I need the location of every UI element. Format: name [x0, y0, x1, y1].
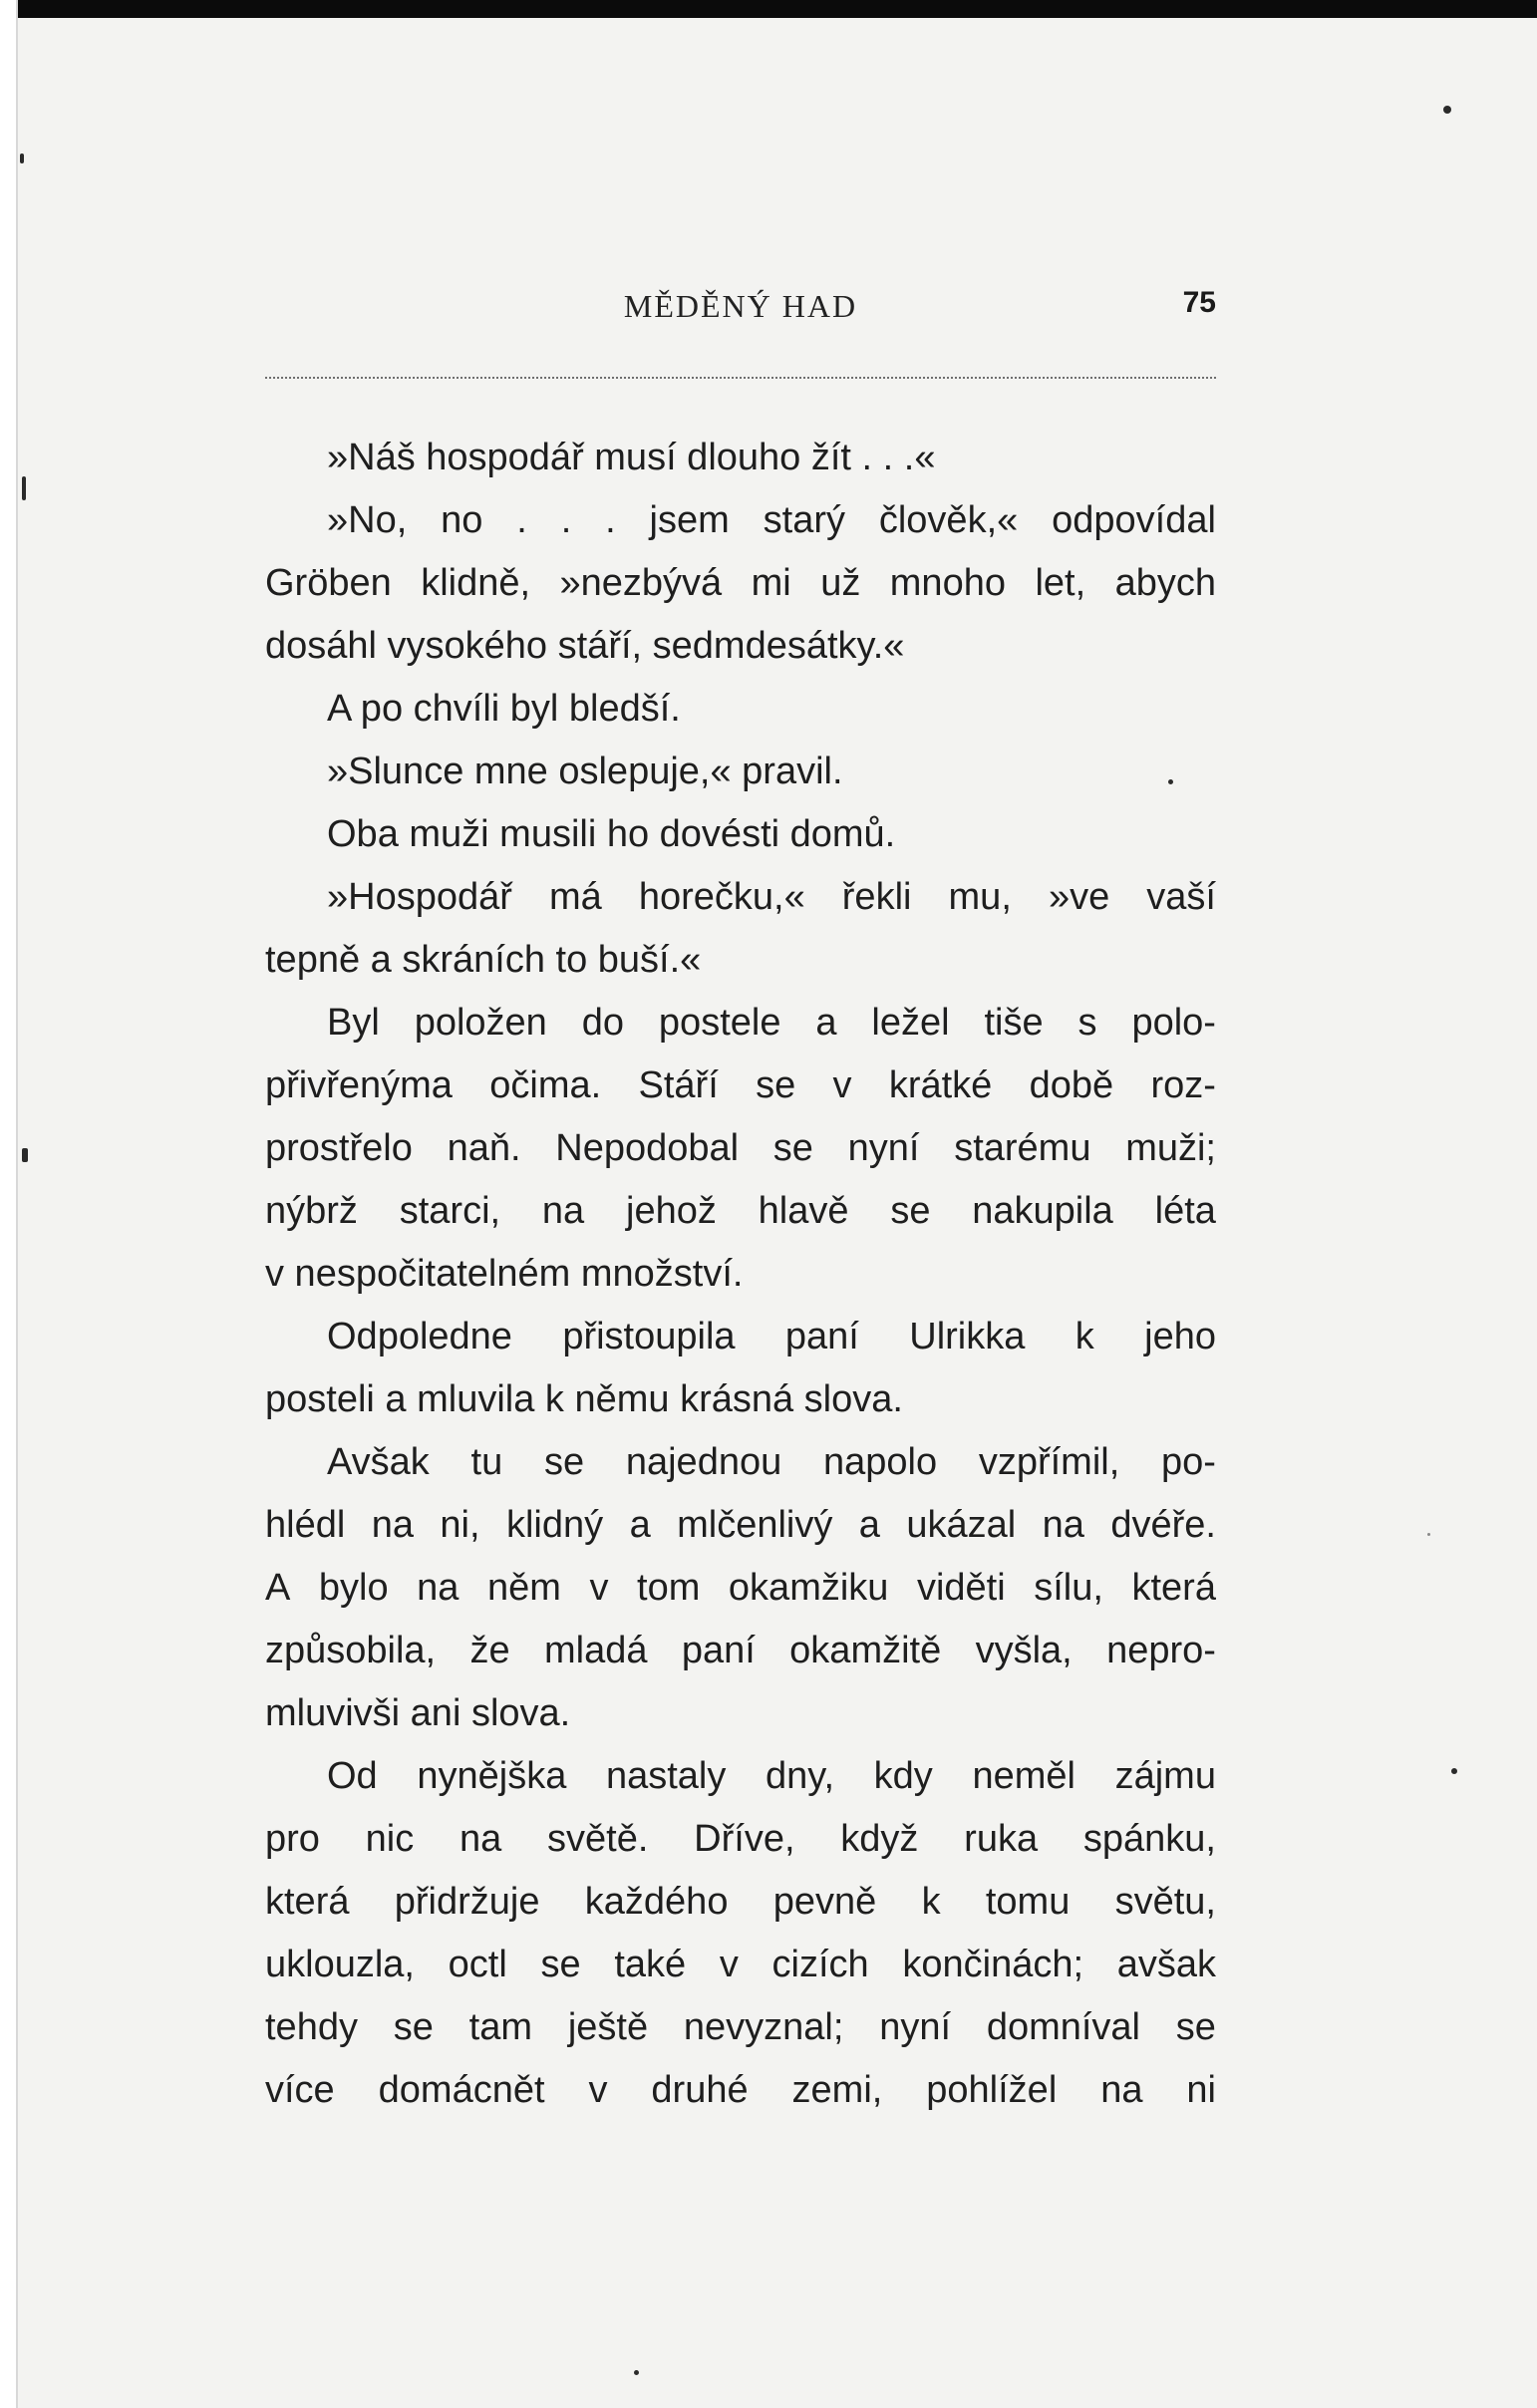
word: více [265, 2069, 335, 2111]
word: okamžiku [728, 1567, 889, 1609]
word: také [614, 1944, 687, 1985]
word: po- [1161, 1441, 1216, 1483]
text-line [265, 1745, 1216, 1808]
text-line [265, 2059, 1216, 2122]
body-text [265, 427, 1216, 2122]
text-line [265, 1117, 1216, 1180]
word: »No, [327, 499, 408, 541]
word: něm [487, 1567, 561, 1609]
scan-speck [634, 2370, 639, 2375]
word: krátké [888, 1064, 993, 1106]
word: horečku,« [638, 876, 805, 918]
text-line [265, 1306, 1216, 1368]
text-line [265, 1054, 1216, 1117]
word: . [605, 499, 616, 541]
word: jehož [626, 1190, 717, 1232]
scan-speck [22, 476, 26, 500]
word: no [441, 499, 483, 541]
word: nakupila [972, 1190, 1113, 1232]
word: domácnět [378, 2069, 545, 2111]
word: vaší [1146, 876, 1216, 918]
word: vyšla, [975, 1630, 1073, 1671]
word: Byl [327, 1002, 380, 1044]
word: domníval [986, 2006, 1141, 2048]
word: na [1042, 1504, 1084, 1546]
word: abych [1114, 562, 1216, 604]
text-line [265, 992, 1216, 1054]
word: tehdy [265, 2006, 358, 2048]
word: paní [784, 1316, 859, 1357]
word: prostřelo [265, 1127, 413, 1169]
word: polo- [1131, 1002, 1216, 1044]
word: nastaly [605, 1755, 727, 1797]
word: zemi, [791, 2069, 883, 2111]
word: na [417, 1567, 460, 1609]
word: sílu, [1034, 1567, 1103, 1609]
word: paní [681, 1630, 756, 1671]
word: se [393, 2006, 434, 2048]
page-number: 75 [1182, 286, 1216, 319]
word: přistoupila [562, 1316, 736, 1357]
word: let, [1035, 562, 1086, 604]
word: mi [751, 562, 791, 604]
word: hlavě [758, 1190, 849, 1232]
text-line: posteli a mluvila k němu krásná slova. [265, 1378, 903, 1420]
word: se [1175, 2006, 1216, 2048]
word: se [540, 1944, 581, 1985]
word: neměl [972, 1755, 1076, 1797]
text-line [265, 1996, 1216, 2059]
word: na [1100, 2069, 1143, 2111]
word: Ulrikka [909, 1316, 1026, 1357]
word: mnoho [889, 562, 1006, 604]
scan-speck [22, 1148, 28, 1162]
word: ni, [440, 1504, 480, 1546]
text-line [265, 552, 1216, 615]
word: uklouzla, [265, 1944, 415, 1985]
word: že [469, 1630, 510, 1671]
word: starci, [399, 1190, 501, 1232]
word: se [543, 1441, 585, 1483]
word: Stáří [638, 1064, 719, 1106]
word: naň. [447, 1127, 521, 1169]
word: ruka [964, 1818, 1039, 1860]
scan-top-border [0, 0, 1537, 18]
word: která [265, 1881, 350, 1923]
word: tu [470, 1441, 503, 1483]
word: dny, [766, 1755, 835, 1797]
word: Od [327, 1755, 378, 1797]
word: druhé [651, 2069, 749, 2111]
text-line [265, 1494, 1216, 1557]
word: spánku, [1082, 1818, 1216, 1860]
scan-speck [1427, 1533, 1430, 1536]
word: . [560, 499, 572, 541]
word: na [460, 1818, 502, 1860]
word: okamžitě [789, 1630, 942, 1671]
word: ležel [871, 1002, 950, 1044]
running-title: MĚDĚNÝ HAD [623, 288, 858, 324]
word: když [840, 1818, 919, 1860]
word: dvéře. [1110, 1504, 1216, 1546]
word: s [1077, 1002, 1097, 1044]
word: v [588, 2069, 608, 2111]
word: nepro- [1106, 1630, 1216, 1671]
word: nevyznal; [683, 2006, 844, 2048]
text-line [265, 1431, 1216, 1494]
scan-left-edge [0, 0, 18, 2408]
word: v [719, 1944, 739, 1985]
word: napolo [822, 1441, 938, 1483]
word: pro [265, 1818, 320, 1860]
scan-speck [1443, 106, 1451, 114]
text-line: Oba muži musili ho dovésti domů. [327, 813, 896, 855]
word: nyní [847, 1127, 920, 1169]
word: do [581, 1002, 625, 1044]
word: starému [954, 1127, 1091, 1169]
word: přidržuje [394, 1881, 540, 1923]
scan-speck [20, 153, 24, 163]
word: »ve [1048, 876, 1110, 918]
word: světu, [1114, 1881, 1216, 1923]
text-line [265, 866, 1216, 929]
word: »Hospodář [327, 876, 512, 918]
word: člověk,« [878, 499, 1019, 541]
word: A [265, 1567, 291, 1609]
word: octl [448, 1944, 507, 1985]
word: . [516, 499, 527, 541]
word: Nepodobal [555, 1127, 740, 1169]
text-line: mluvivši ani slova. [265, 1692, 571, 1734]
word: má [548, 876, 602, 918]
word: nýbrž [265, 1190, 358, 1232]
word: nic [365, 1818, 415, 1860]
text-line: tepně a skráních to buší.« [265, 939, 702, 981]
word: Avšak [327, 1441, 430, 1483]
word: jeho [1144, 1316, 1216, 1357]
word: řekli [841, 876, 912, 918]
word: kdy [873, 1755, 933, 1797]
text-line [265, 489, 1216, 552]
word: se [772, 1127, 813, 1169]
word: ukázal [906, 1504, 1017, 1546]
word: tam [468, 2006, 533, 2048]
text-line [265, 1557, 1216, 1620]
word: v [832, 1064, 852, 1106]
word: tom [637, 1567, 701, 1609]
word: zájmu [1114, 1755, 1216, 1797]
word: jsem [649, 499, 730, 541]
word: roz- [1150, 1064, 1216, 1106]
word: klidně, [421, 562, 531, 604]
word: viděti [916, 1567, 1006, 1609]
header-rule [265, 377, 1216, 379]
word: nyní [879, 2006, 952, 2048]
word: v [589, 1567, 609, 1609]
text-line: A po chvíli byl bledší. [327, 688, 681, 730]
word: pohlížel [926, 2069, 1058, 2111]
word: mu, [948, 876, 1012, 918]
word: a [858, 1504, 880, 1546]
word: »nezbývá [559, 562, 723, 604]
text-line: »Náš hospodář musí dlouho žít . . .« [327, 437, 936, 478]
word: léta [1154, 1190, 1216, 1232]
running-head [265, 282, 1216, 334]
text-line [265, 1808, 1216, 1871]
word: očima. [489, 1064, 602, 1106]
word: položen [414, 1002, 547, 1044]
word: postele [658, 1002, 781, 1044]
word: se [890, 1190, 931, 1232]
text-line [265, 1871, 1216, 1934]
word: Gröben [265, 562, 392, 604]
word: najednou [625, 1441, 782, 1483]
word: Odpoledne [327, 1316, 512, 1357]
word: klidný [505, 1504, 604, 1546]
word: tomu [985, 1881, 1071, 1923]
text-line: v nespočitatelném množství. [265, 1253, 744, 1295]
word: nynějška [417, 1755, 567, 1797]
word: k [1075, 1316, 1094, 1357]
word: cizích [771, 1944, 869, 1985]
word: končinách; [902, 1944, 1084, 1985]
word: hlédl [265, 1504, 346, 1546]
word: mladá [543, 1630, 648, 1671]
text-line: »Slunce mne oslepuje,« pravil. [327, 751, 843, 792]
text-line: dosáhl vysokého stáří, sedmdesátky.« [265, 625, 905, 667]
word: k [921, 1881, 941, 1923]
word: Dříve, [694, 1818, 795, 1860]
word: a [629, 1504, 651, 1546]
word: tiše [984, 1002, 1044, 1044]
word: starý [763, 499, 845, 541]
word: se [756, 1064, 796, 1106]
text-line [265, 1934, 1216, 1996]
word: době [1029, 1064, 1114, 1106]
word: už [820, 562, 861, 604]
word: pevně [772, 1881, 877, 1923]
text-line [265, 1620, 1216, 1682]
word: přivřenýma [265, 1064, 453, 1106]
word: světě. [547, 1818, 649, 1860]
word: avšak [1116, 1944, 1216, 1985]
word: na [371, 1504, 414, 1546]
scan-speck [1451, 1768, 1457, 1774]
word: každého [584, 1881, 729, 1923]
word: a [815, 1002, 837, 1044]
word: vzpřímil, [978, 1441, 1120, 1483]
word: mlčenlivý [677, 1504, 833, 1546]
word: na [541, 1190, 585, 1232]
word: muži; [1125, 1127, 1216, 1169]
word: odpovídal [1052, 499, 1216, 541]
word: způsobila, [265, 1630, 437, 1671]
word: která [1131, 1567, 1216, 1609]
text-line [265, 1180, 1216, 1243]
word: ni [1186, 2069, 1216, 2111]
word: ještě [567, 2006, 649, 2048]
word: bylo [318, 1567, 389, 1609]
